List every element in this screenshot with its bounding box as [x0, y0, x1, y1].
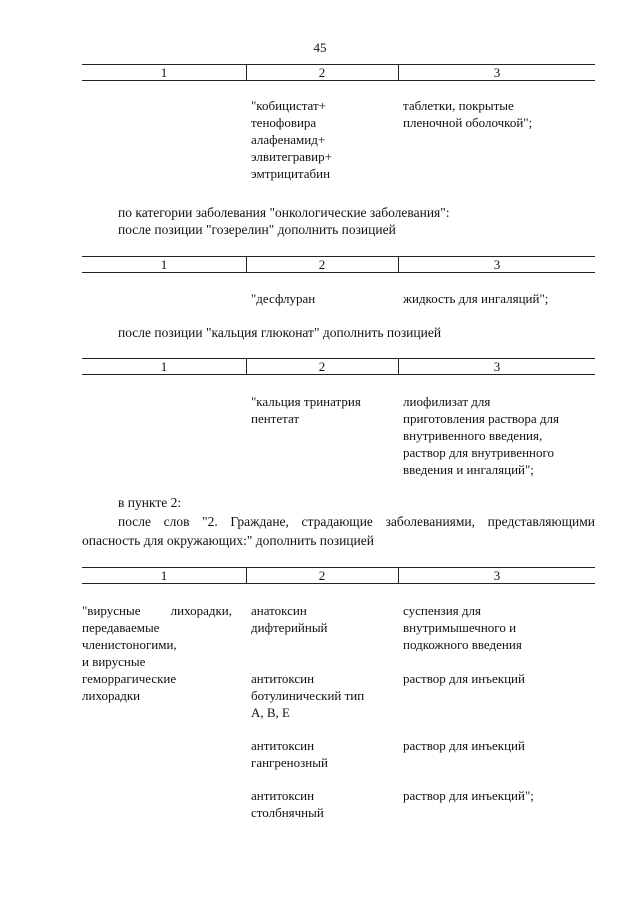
table2-header-col3: 3 [493, 257, 501, 272]
table4-row1-col3 [403, 602, 522, 653]
table4-col1-cell [82, 602, 232, 704]
table1-col2-cell [251, 97, 332, 182]
paragraph-point-2: в пункте 2: [118, 495, 182, 510]
table1-col3-line: таблетки, покрытые [403, 98, 514, 113]
table4-row2-col3 [403, 670, 525, 687]
table3-header-col2: 2 [246, 359, 399, 374]
table4-col1-line: геморрагические [82, 671, 177, 686]
table4-col2-line: антитоксин [251, 671, 315, 686]
table3-col3-cell [403, 393, 559, 478]
table4-col1-line: передаваемые [82, 620, 160, 635]
paragraph-goserelin: после позиции "гозерелин" дополнить позицией [118, 222, 396, 237]
page-number: 45 [313, 40, 327, 55]
table2-header-col1: 1 [82, 257, 247, 272]
table1-col3-line: пленочной оболочкой"; [403, 115, 533, 130]
paragraph-danger: опасность для окружающих:" дополнить позицией [82, 533, 374, 548]
paragraph-citizens: после слов "2. Граждане, страдающие заболеваниями, представляющими [118, 514, 595, 529]
table4-header-col2: 2 [246, 568, 399, 583]
paragraph-calcium-gluconate: после позиции "кальция глюконат" дополнить позицией [118, 325, 442, 340]
paragraph-oncology: по категории заболевания "онкологические заболевания": [118, 205, 450, 220]
table3-col2-line: пентетат [251, 411, 300, 426]
table2-header-col2: 2 [246, 257, 399, 272]
table1-col2-line: эмтрицитабин [251, 166, 331, 181]
table4-row3-col2 [251, 737, 328, 771]
table3-col3-line: лиофилизат для [403, 394, 491, 409]
table1-col2-line: тенофовира [251, 115, 317, 130]
table3-col3-line: раствор для внутривенного [403, 445, 554, 460]
table4-col2-line: ботулинический тип [251, 688, 365, 703]
table4-col2-line: столбнячный [251, 805, 324, 820]
table1-header-col2: 2 [246, 65, 399, 80]
table1-header [82, 64, 595, 81]
table4-col2-line: гангренозный [251, 755, 328, 770]
table4-col1-line: членистоногими, [82, 637, 177, 652]
table4-col2-line: дифтерийный [251, 620, 328, 635]
table4-col2-line: А, В, Е [251, 705, 290, 720]
table3-col3-line: внутривенного введения, [403, 428, 543, 443]
table4-col2-line: антитоксин [251, 788, 315, 803]
table4-header [82, 567, 595, 584]
table1-header-col1: 1 [82, 65, 247, 80]
table2-col3-cell: жидкость для ингаляций"; [403, 291, 549, 306]
table4-col2-line: антитоксин [251, 738, 315, 753]
table2-col2-cell: "десфлуран [251, 291, 316, 306]
table4-col1-line: "вирусные лихорадки, [82, 603, 232, 618]
table4-row1-col2 [251, 602, 328, 636]
table4-col1-line: лихорадки [82, 688, 141, 703]
table1-col2-line: элвитегравир+ [251, 149, 332, 164]
table4-col3-line: подкожного введения [403, 637, 522, 652]
table3-col3-line: приготовления раствора для [403, 411, 559, 426]
table3-col3-line: введения и ингаляций"; [403, 462, 534, 477]
table4-col1-line: и вирусные [82, 654, 146, 669]
table4-col3-line: внутримышечного и [403, 620, 517, 635]
table4-header-col1: 1 [82, 568, 247, 583]
table4-col3-line: суспензия для [403, 603, 481, 618]
table3-header-col1: 1 [82, 359, 247, 374]
table4-col2-line: анатоксин [251, 603, 307, 618]
table2-header [82, 256, 595, 273]
table3-col2-line: "кальция тринатрия [251, 394, 361, 409]
table4-col3-line: раствор для инъекций [403, 671, 525, 686]
table4-col3-line: раствор для инъекций [403, 738, 525, 753]
table1-col2-line: "кобицистат+ [251, 98, 327, 113]
table4-row3-col3 [403, 737, 525, 754]
table4-row2-col2 [251, 670, 364, 721]
table1-header-col3: 3 [493, 65, 501, 80]
table3-header-col3: 3 [493, 359, 501, 374]
table3-header [82, 358, 595, 375]
table1-col2-line: алафенамид+ [251, 132, 326, 147]
table4-row4-col2 [251, 787, 324, 821]
table4-row4-col3 [403, 787, 534, 804]
table3-col2-cell [251, 393, 361, 427]
table4-col3-line: раствор для инъекций"; [403, 788, 534, 803]
table1-col3-cell [403, 97, 532, 131]
table4-header-col3: 3 [493, 568, 501, 583]
